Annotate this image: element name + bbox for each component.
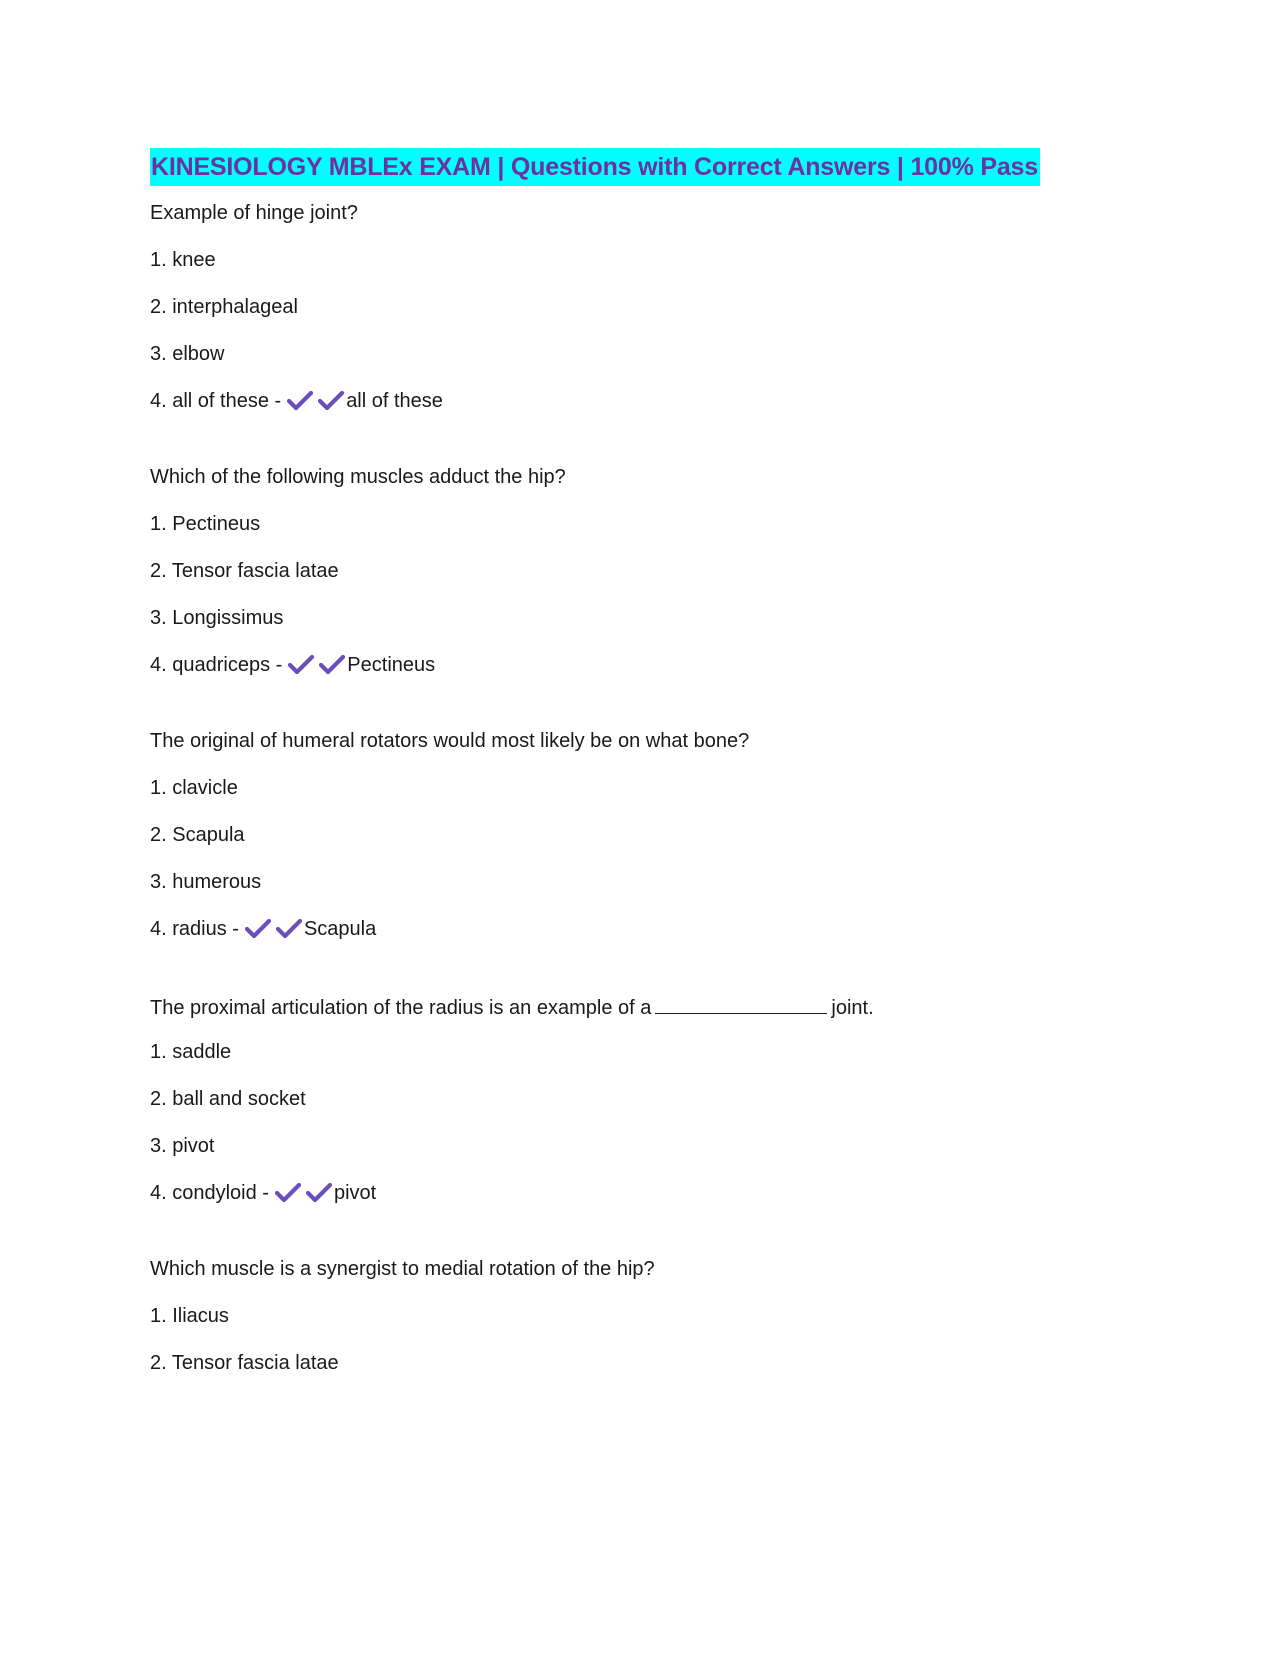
answer-line [150, 1181, 1150, 1205]
checkmark-icon [319, 654, 345, 676]
question-prompt [150, 993, 1150, 1017]
correct-answer: pivot [333, 1182, 377, 1204]
option-item: 3. Longissimus [150, 607, 284, 629]
option-item: 2. Tensor fascia latae [150, 1352, 339, 1374]
option-item: 4. quadriceps - [150, 654, 283, 676]
checkmark-icon [276, 918, 302, 940]
option-item: 2. interphalageal [150, 296, 298, 318]
question-block [150, 201, 1150, 413]
option-item: 2. ball and socket [150, 1088, 306, 1110]
question-block [150, 1257, 1150, 1375]
option-item: 4. radius - [150, 918, 239, 940]
option-item: 1. Pectineus [150, 513, 261, 535]
checkmark-icon [245, 918, 271, 940]
fill-in-blank [655, 993, 827, 1014]
option-item: 1. saddle [150, 1041, 232, 1063]
option-item: 1. clavicle [150, 777, 238, 799]
checkmark-icon [287, 390, 313, 412]
option-item: 4. condyloid - [150, 1182, 269, 1204]
correct-answer: Pectineus [347, 654, 436, 676]
question-prompt: Which muscle is a synergist to medial rotation of the hip? [150, 1258, 655, 1280]
option-item: 2. Tensor fascia latae [150, 560, 339, 582]
answer-line [150, 917, 1150, 941]
question-block [150, 729, 1150, 941]
question-prompt: The original of humeral rotators would most likely be on what bone? [150, 730, 750, 752]
checkmark-icon [288, 654, 314, 676]
checkmark-icon [318, 390, 344, 412]
question-prompt: Which of the following muscles adduct the hip? [150, 466, 566, 488]
checkmark-icon [306, 1182, 332, 1204]
option-item: 3. humerous [150, 871, 262, 893]
option-item: 4. all of these - [150, 390, 282, 412]
document-title: KINESIOLOGY MBLEx EXAM | Questions with Correct Answers | 100% Pass [150, 148, 1040, 186]
answer-line [150, 653, 1150, 677]
document-page [150, 148, 1150, 1398]
option-item: 2. Scapula [150, 824, 245, 846]
option-item: 1. Iliacus [150, 1305, 229, 1327]
option-item: 3. elbow [150, 343, 225, 365]
question-prompt-text: joint. [831, 997, 874, 1019]
answer-line [150, 389, 1150, 413]
option-item: 1. knee [150, 249, 216, 271]
correct-answer: all of these [346, 390, 443, 412]
question-block [150, 993, 1150, 1205]
question-prompt: Example of hinge joint? [150, 202, 358, 224]
option-item: 3. pivot [150, 1135, 215, 1157]
question-prompt-text: The proximal articulation of the radius is an example of a [150, 997, 652, 1019]
question-block [150, 465, 1150, 677]
correct-answer: Scapula [303, 918, 377, 940]
checkmark-icon [275, 1182, 301, 1204]
